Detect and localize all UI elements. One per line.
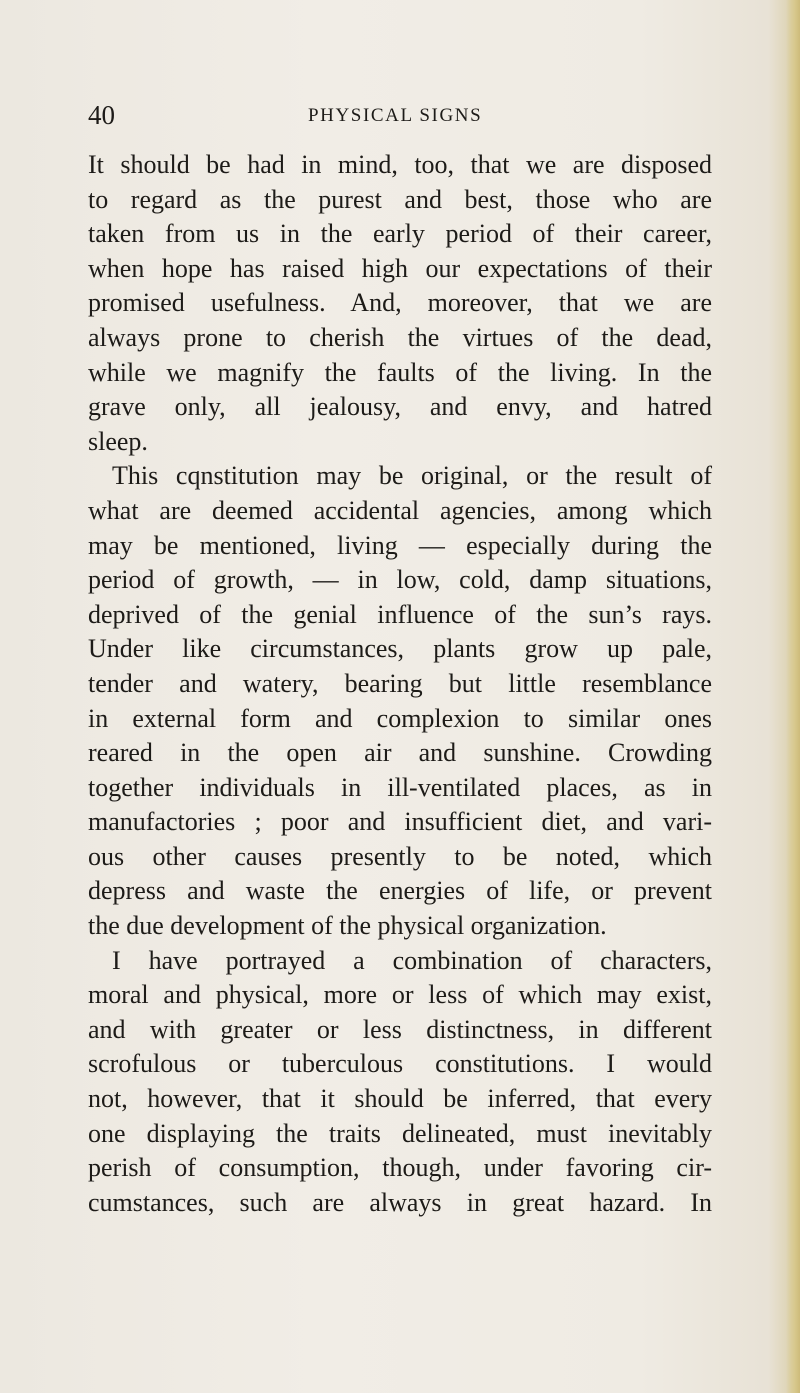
text-line: to regard as the purest and best, those who are — [88, 184, 712, 214]
text-line: together individuals in ill-ventilated places, as in — [88, 772, 712, 802]
text-line: and with greater or less distinctness, in different — [88, 1014, 712, 1044]
text-line: grave only, all jealousy, and envy, and hatred — [88, 392, 712, 422]
body-text — [88, 148, 712, 1220]
page-edge-shadow — [786, 0, 800, 1393]
text-line: perish of consumption, though, under favoring cir- — [88, 1153, 712, 1183]
page-number: 40 — [88, 100, 115, 130]
text-line: reared in the open air and sunshine. Crowding — [88, 738, 712, 768]
text-line: scrofulous or tuberculous constitutions. I would — [88, 1049, 712, 1079]
text-line: may be mentioned, living — especially during the — [88, 530, 712, 560]
text-line: moral and physical, more or less of which may exist, — [88, 980, 712, 1010]
text-line: manufactories ; poor and insufficient diet, and vari- — [88, 807, 712, 837]
text-line: the due development of the physical organization. — [88, 911, 607, 941]
text-line: when hope has raised high our expectations of their — [88, 253, 712, 283]
text-line: always prone to cherish the virtues of the dead, — [88, 322, 712, 352]
text-line: one displaying the traits delineated, must inevitably — [88, 1118, 712, 1148]
text-line: what are deemed accidental agencies, among which — [88, 495, 712, 525]
text-line: taken from us in the early period of their career, — [88, 219, 712, 249]
text-line: not, however, that it should be inferred, that every — [88, 1084, 712, 1114]
text-line: period of growth, — in low, cold, damp situations, — [88, 565, 712, 595]
text-line: sleep. — [88, 426, 148, 456]
text-line: This cqnstitution may be original, or the result of — [112, 461, 712, 491]
text-line: tender and watery, bearing but little resemblance — [88, 668, 712, 698]
running-title: PHYSICAL SIGNS — [308, 105, 483, 126]
text-line: in external form and complexion to similar ones — [88, 703, 712, 733]
text-line: deprived of the genial influence of the sun’s rays. — [88, 599, 712, 629]
text-line: while we magnify the faults of the living. In the — [88, 357, 712, 387]
text-line: Under like circumstances, plants grow up pale, — [88, 634, 712, 664]
text-line: ous other causes presently to be noted, which — [88, 841, 712, 871]
text-line: cumstances, such are always in great hazard. In — [88, 1187, 712, 1217]
text-line: promised usefulness. And, moreover, that we are — [88, 288, 712, 318]
text-line: depress and waste the energies of life, or prevent — [88, 876, 712, 906]
running-head — [88, 100, 708, 130]
text-line: It should be had in mind, too, that we are disposed — [88, 150, 712, 179]
text-line: I have portrayed a combination of characters, — [112, 945, 712, 975]
